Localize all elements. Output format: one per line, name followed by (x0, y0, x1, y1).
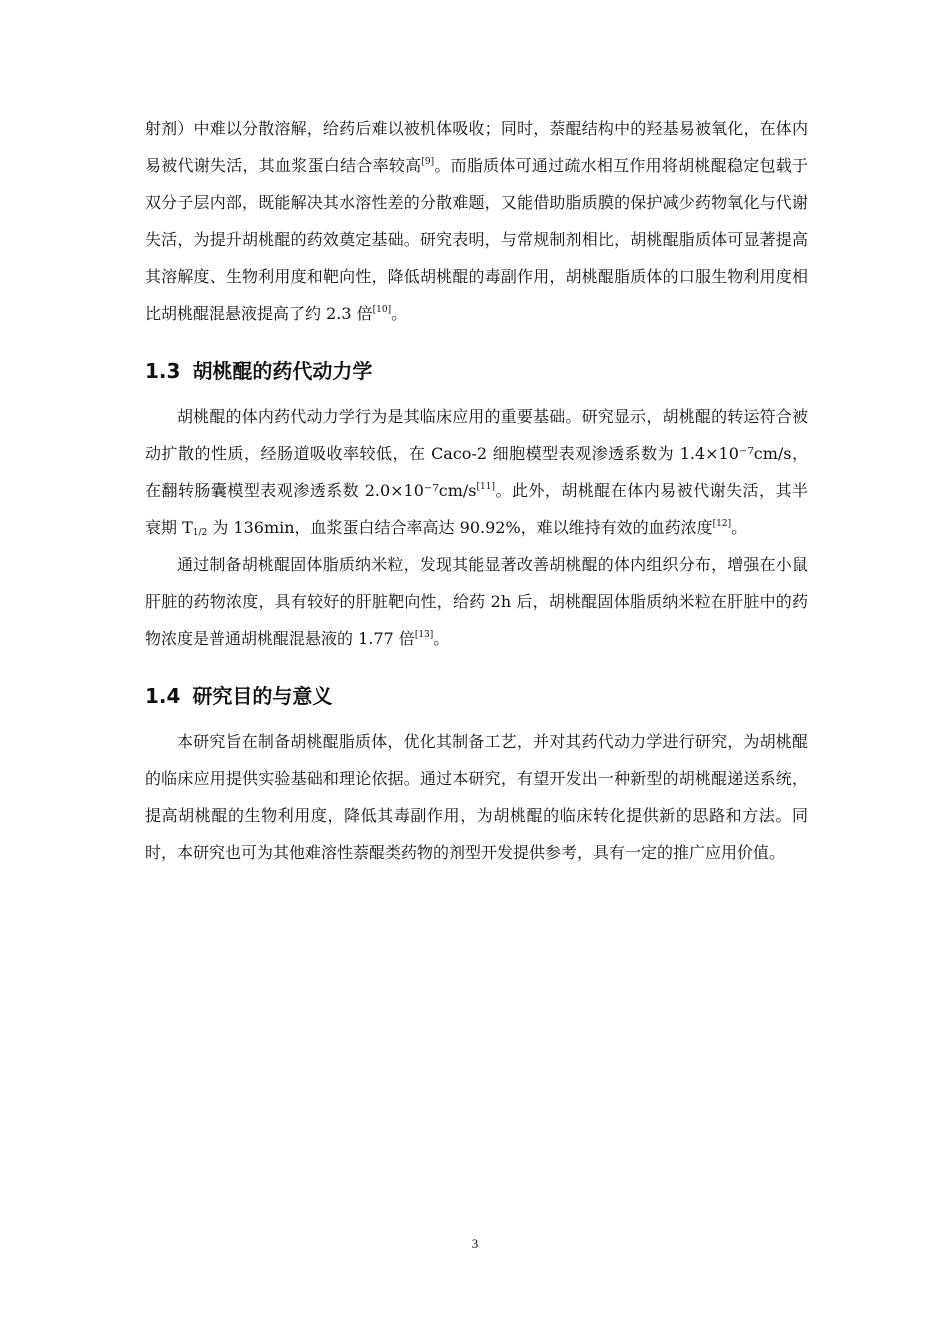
citation-ref[interactable]: [11] (476, 482, 495, 492)
section-title: 研究目的与意义 (192, 684, 333, 708)
paragraph-pharmacokinetics (145, 398, 808, 546)
paragraph-solid-lipid-nanoparticles (145, 546, 808, 657)
section-number: 1.4 (145, 684, 181, 708)
text-run: 。此外，胡桃醌在体内易被代谢失活，其半衰期 T (145, 481, 808, 537)
text-run: 。 (391, 304, 408, 323)
section-number: 1.3 (145, 359, 181, 383)
text-run: 为 136min，血浆蛋白结合率高达 90.92%，难以维持有效的血药浓度 (207, 518, 713, 537)
paragraph-research-purpose: 本研究旨在制备胡桃醌脂质体，优化其制备工艺，并对其药代动力学进行研究，为胡桃醌的临床应用提供实验基础和理论依据。通过本研究，有望开发出一种新型的胡桃醌递送系统，提高胡桃醌的生物利用度，降低其毒副作用，为胡桃醌的临床转化提供新的思路和方法。同时，本研究也可为其他难溶性萘醌类药物的剂型开发提供参考，具有一定的推广应用价值。 (145, 732, 808, 862)
text-run: 胡桃醌的体内药代动力学行为是其临床应用的重要基础。研究显示，胡桃醌的转运符合被动扩散的性质，经肠道吸收率较低，在 Caco-2 细胞模型表观渗透系数为 1.4×10⁻⁷cm/s，在翻转肠囊模型表观渗透系数 2.0×10⁻⁷cm/s (145, 407, 808, 500)
citation-ref[interactable]: [13] (414, 630, 434, 640)
citation-ref[interactable]: [12] (712, 519, 732, 529)
page-number: 3 (471, 1236, 479, 1251)
section-heading-1-3 (145, 354, 808, 388)
citation-ref[interactable]: [10] (372, 305, 392, 315)
text-run: 。而脂质体可通过疏水相互作用将胡桃醌稳定包载于双分子层内部，既能解决其水溶性差的分散难题，又能借助脂质膜的保护减少药物氧化与代谢失活，为提升胡桃醌的药效奠定基础。研究表明，与常规制剂相比，胡桃醌脂质体可显著提高其溶解度、生物利用度和靶向性，降低胡桃醌的毒副作用，胡桃醌脂质体的口服生物利用度相比胡桃醌混悬液提高了约 2.3 倍 (145, 156, 808, 323)
section-title: 胡桃醌的药代动力学 (192, 359, 373, 383)
document-page (145, 110, 808, 871)
text-run: 。 (731, 518, 748, 537)
text-run: 通过制备胡桃醌固体脂质纳米粒，发现其能显著改善胡桃醌的体内组织分布，增强在小鼠肝脏的药物浓度，具有较好的肝脏靶向性，给药 2h 后，胡桃醌固体脂质纳米粒在肝脏中的药物浓度是普通胡桃醌混悬液的 1.77 倍 (145, 555, 808, 648)
subscript: 1/2 (192, 528, 208, 538)
text-run: 射剂）中难以分散溶解，给药后难以被机体吸收；同时，萘醌结构中的羟基易被氧化，在体内易被代谢失活，其血浆蛋白结合率较高 (145, 119, 808, 175)
text-run: 。 (433, 629, 450, 648)
section-heading-1-4 (145, 679, 808, 713)
citation-ref[interactable]: [9] (421, 157, 435, 167)
paragraph-liposome-advantages (145, 110, 808, 332)
